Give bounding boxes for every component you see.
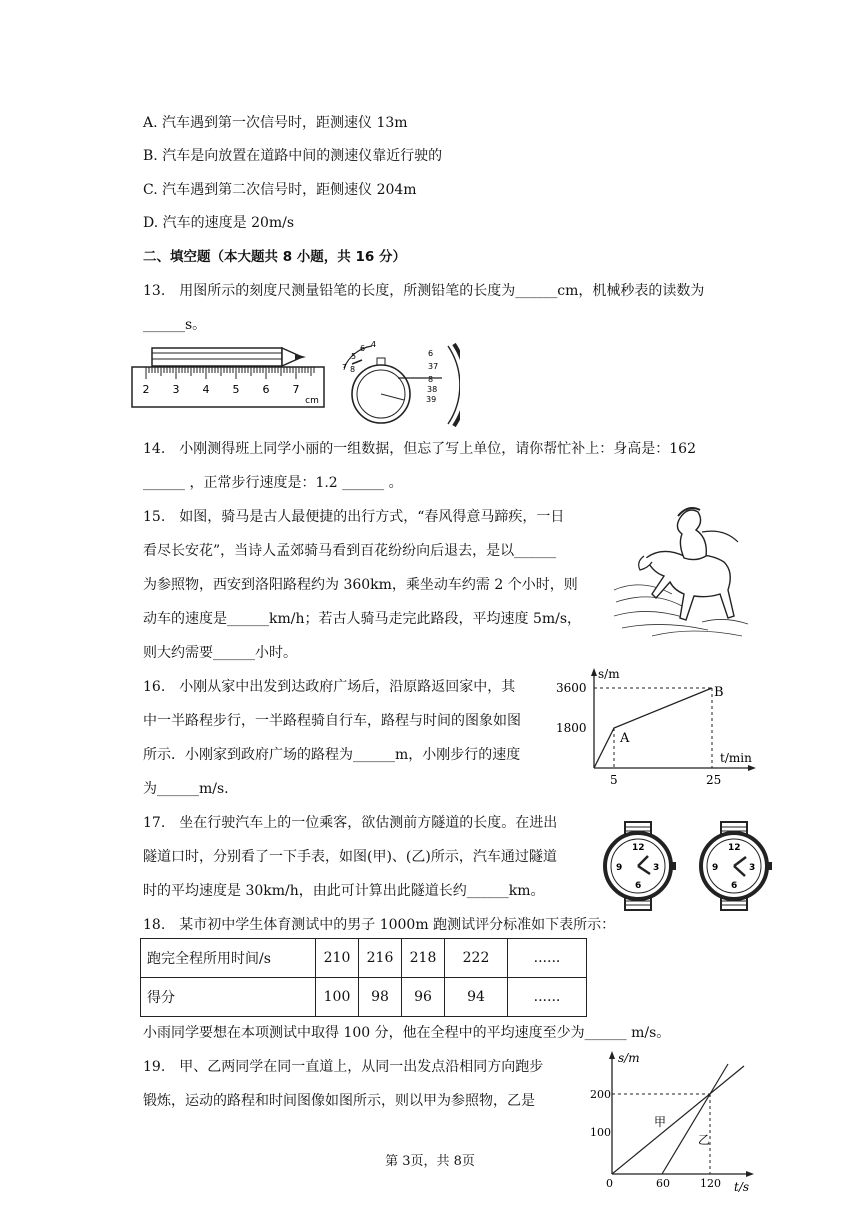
q15-line-3: 为参照物，西安到洛阳路程约为 360km，乘坐动车约需 2 个小时，则	[143, 577, 578, 593]
big-dial-num: 38	[427, 385, 438, 394]
q15-line-1: 15. 如图，骑马是古人最便捷的出行方式，“春风得意马蹄疾，一日	[143, 509, 565, 525]
ruler-tick-label: 6	[262, 383, 270, 396]
q17-line-3: 时的平均速度是 30km/h，由此可计算出此隧道长约______km。	[143, 883, 545, 899]
small-dial-num: 4	[371, 340, 377, 349]
q18-line-1: 18. 某市初中学生体育测试中的男子 1000m 跑测试评分标准如下表所示：	[143, 917, 616, 933]
small-dial-num: 8	[350, 365, 356, 374]
big-dial-num: 39	[426, 395, 437, 404]
point-b-label: B	[714, 685, 724, 700]
q16-line-3: 所示．小刚家到政府广场的路程为______m，小刚步行的速度	[143, 747, 521, 763]
big-dial-num: 6	[428, 349, 434, 358]
q13-line-1: 13. 用图所示的刻度尺测量铅笔的长度，所测铅笔的长度为______cm，机械秒表的读数为	[143, 283, 705, 299]
option-d: D. 汽车的速度是 20m/s	[143, 215, 295, 231]
watch-num: 9	[712, 863, 719, 873]
q16-line-4: 为______m/s.	[143, 781, 229, 797]
ruler-tick-label: 3	[172, 383, 180, 396]
watch-num: 9	[616, 863, 623, 873]
x-tick-5: 5	[610, 773, 618, 787]
series-jia-label: 甲	[654, 1115, 667, 1129]
big-dial-num: 37	[428, 362, 439, 371]
big-dial-num: 8	[428, 375, 434, 384]
score-table	[140, 938, 587, 1017]
x-tick-25: 25	[706, 773, 722, 787]
y-tick-100: 100	[590, 1126, 611, 1139]
watch-num: 6	[635, 881, 642, 891]
ruler-tick-label: 5	[232, 383, 240, 396]
table-cell: 100	[316, 978, 359, 1017]
table-cell: ......	[508, 939, 587, 978]
q19-distance-time-graph	[586, 1046, 766, 1194]
table-cell: 218	[402, 939, 445, 978]
q16-distance-time-graph	[548, 664, 758, 790]
table-cell: 98	[359, 978, 402, 1017]
q14-line-2: ______ ，正常步行速度是：1.2 ______ 。	[143, 475, 403, 491]
y-axis-label: s/m	[598, 667, 620, 681]
q15-line-5: 则大约需要______小时。	[143, 645, 297, 661]
table-cell: 210	[316, 939, 359, 978]
y-tick-200: 200	[590, 1088, 611, 1101]
q15-line-4: 动车的速度是______km/h；若古人骑马走完此路段，平均速度 5m/s，	[143, 611, 582, 627]
table-cell: 得分	[141, 978, 316, 1017]
small-dial-num: 6	[360, 344, 366, 353]
table-cell: ......	[508, 978, 587, 1017]
table-cell: 94	[445, 978, 508, 1017]
watch-num: 6	[731, 881, 738, 891]
option-a: A. 汽车遇到第一次信号时，距测速仪 13m	[143, 115, 408, 131]
x-tick-120: 120	[700, 1177, 721, 1190]
option-b: B. 汽车是向放置在道路中间的测速仪靠近行驶的	[143, 148, 443, 164]
table-row	[141, 939, 587, 978]
section-title: 二、填空题（本大题共 8 小题，共 16 分）	[143, 249, 406, 265]
table-cell: 96	[402, 978, 445, 1017]
x-axis-label: t/s	[734, 1180, 750, 1194]
q16-line-1: 16. 小刚从家中出发到达政府广场后，沿原路返回家中，其	[143, 679, 516, 695]
q16-line-2: 中一半路程步行，一半路程骑自行车，路程与时间的图象如图	[143, 713, 521, 729]
q15-line-2: 看尽长安花”，当诗人孟郊骑马看到百花纷纷向后退去，是以______	[143, 543, 557, 559]
q17-line-1: 17. 坐在行驶汽车上的一位乘客，欲估测前方隧道的长度。在进出	[143, 815, 558, 831]
x-tick-0: 0	[606, 1177, 613, 1190]
table-row	[141, 978, 587, 1017]
ruler-pencil-figure	[130, 340, 330, 410]
q18-line-2: 小雨同学要想在本项测试中取得 100 分，他在全程中的平均速度至少为______ m/s。	[143, 1025, 671, 1041]
small-dial-num: 5	[351, 352, 357, 361]
q14-line-1: 14. 小刚测得班上同学小丽的一组数据，但忘了写上单位，请你帮忙补上：身高是：162	[143, 441, 696, 457]
watch-num: 3	[653, 863, 660, 873]
ruler-tick-label: 2	[142, 383, 150, 396]
option-c: C. 汽车遇到第二次信号时，距侧速仪 204m	[143, 182, 417, 198]
table-cell: 222	[445, 939, 508, 978]
ruler-unit: cm	[305, 396, 319, 406]
page-footer: 第 3页，共 8页	[385, 1154, 475, 1169]
ruler-tick-label: 7	[292, 383, 300, 396]
x-tick-60: 60	[656, 1177, 670, 1190]
q17-line-2: 隧道口时，分别看了一下手表，如图(甲)、(乙)所示，汽车通过隧道	[143, 849, 557, 865]
small-dial-num: 7	[342, 363, 348, 372]
stopwatch-figure	[330, 338, 460, 428]
watch-num: 12	[632, 843, 645, 853]
y-tick-3600: 3600	[556, 681, 587, 695]
series-yi-label: 乙	[698, 1133, 711, 1147]
y-tick-1800: 1800	[556, 721, 587, 735]
table-cell: 216	[359, 939, 402, 978]
x-axis-label: t/min	[720, 751, 752, 765]
point-a-label: A	[620, 731, 630, 746]
watch-yi	[694, 820, 776, 912]
q19-line-1: 19. 甲、乙两同学在同一直道上，从同一出发点沿相同方向跑步	[143, 1059, 544, 1075]
table-cell: 跑完全程所用时间/s	[141, 939, 316, 978]
q19-line-2: 锻炼，运动的路程和时间图像如图所示，则以甲为参照物，乙是	[143, 1093, 535, 1109]
watch-num: 3	[749, 863, 756, 873]
q13-line-2: ______s。	[143, 317, 207, 333]
watch-num: 12	[728, 843, 741, 853]
watch-jia	[598, 820, 680, 912]
ruler-tick-label: 4	[202, 383, 210, 396]
horse-rider-illustration	[612, 498, 750, 640]
y-axis-label: s/m	[618, 1051, 640, 1065]
